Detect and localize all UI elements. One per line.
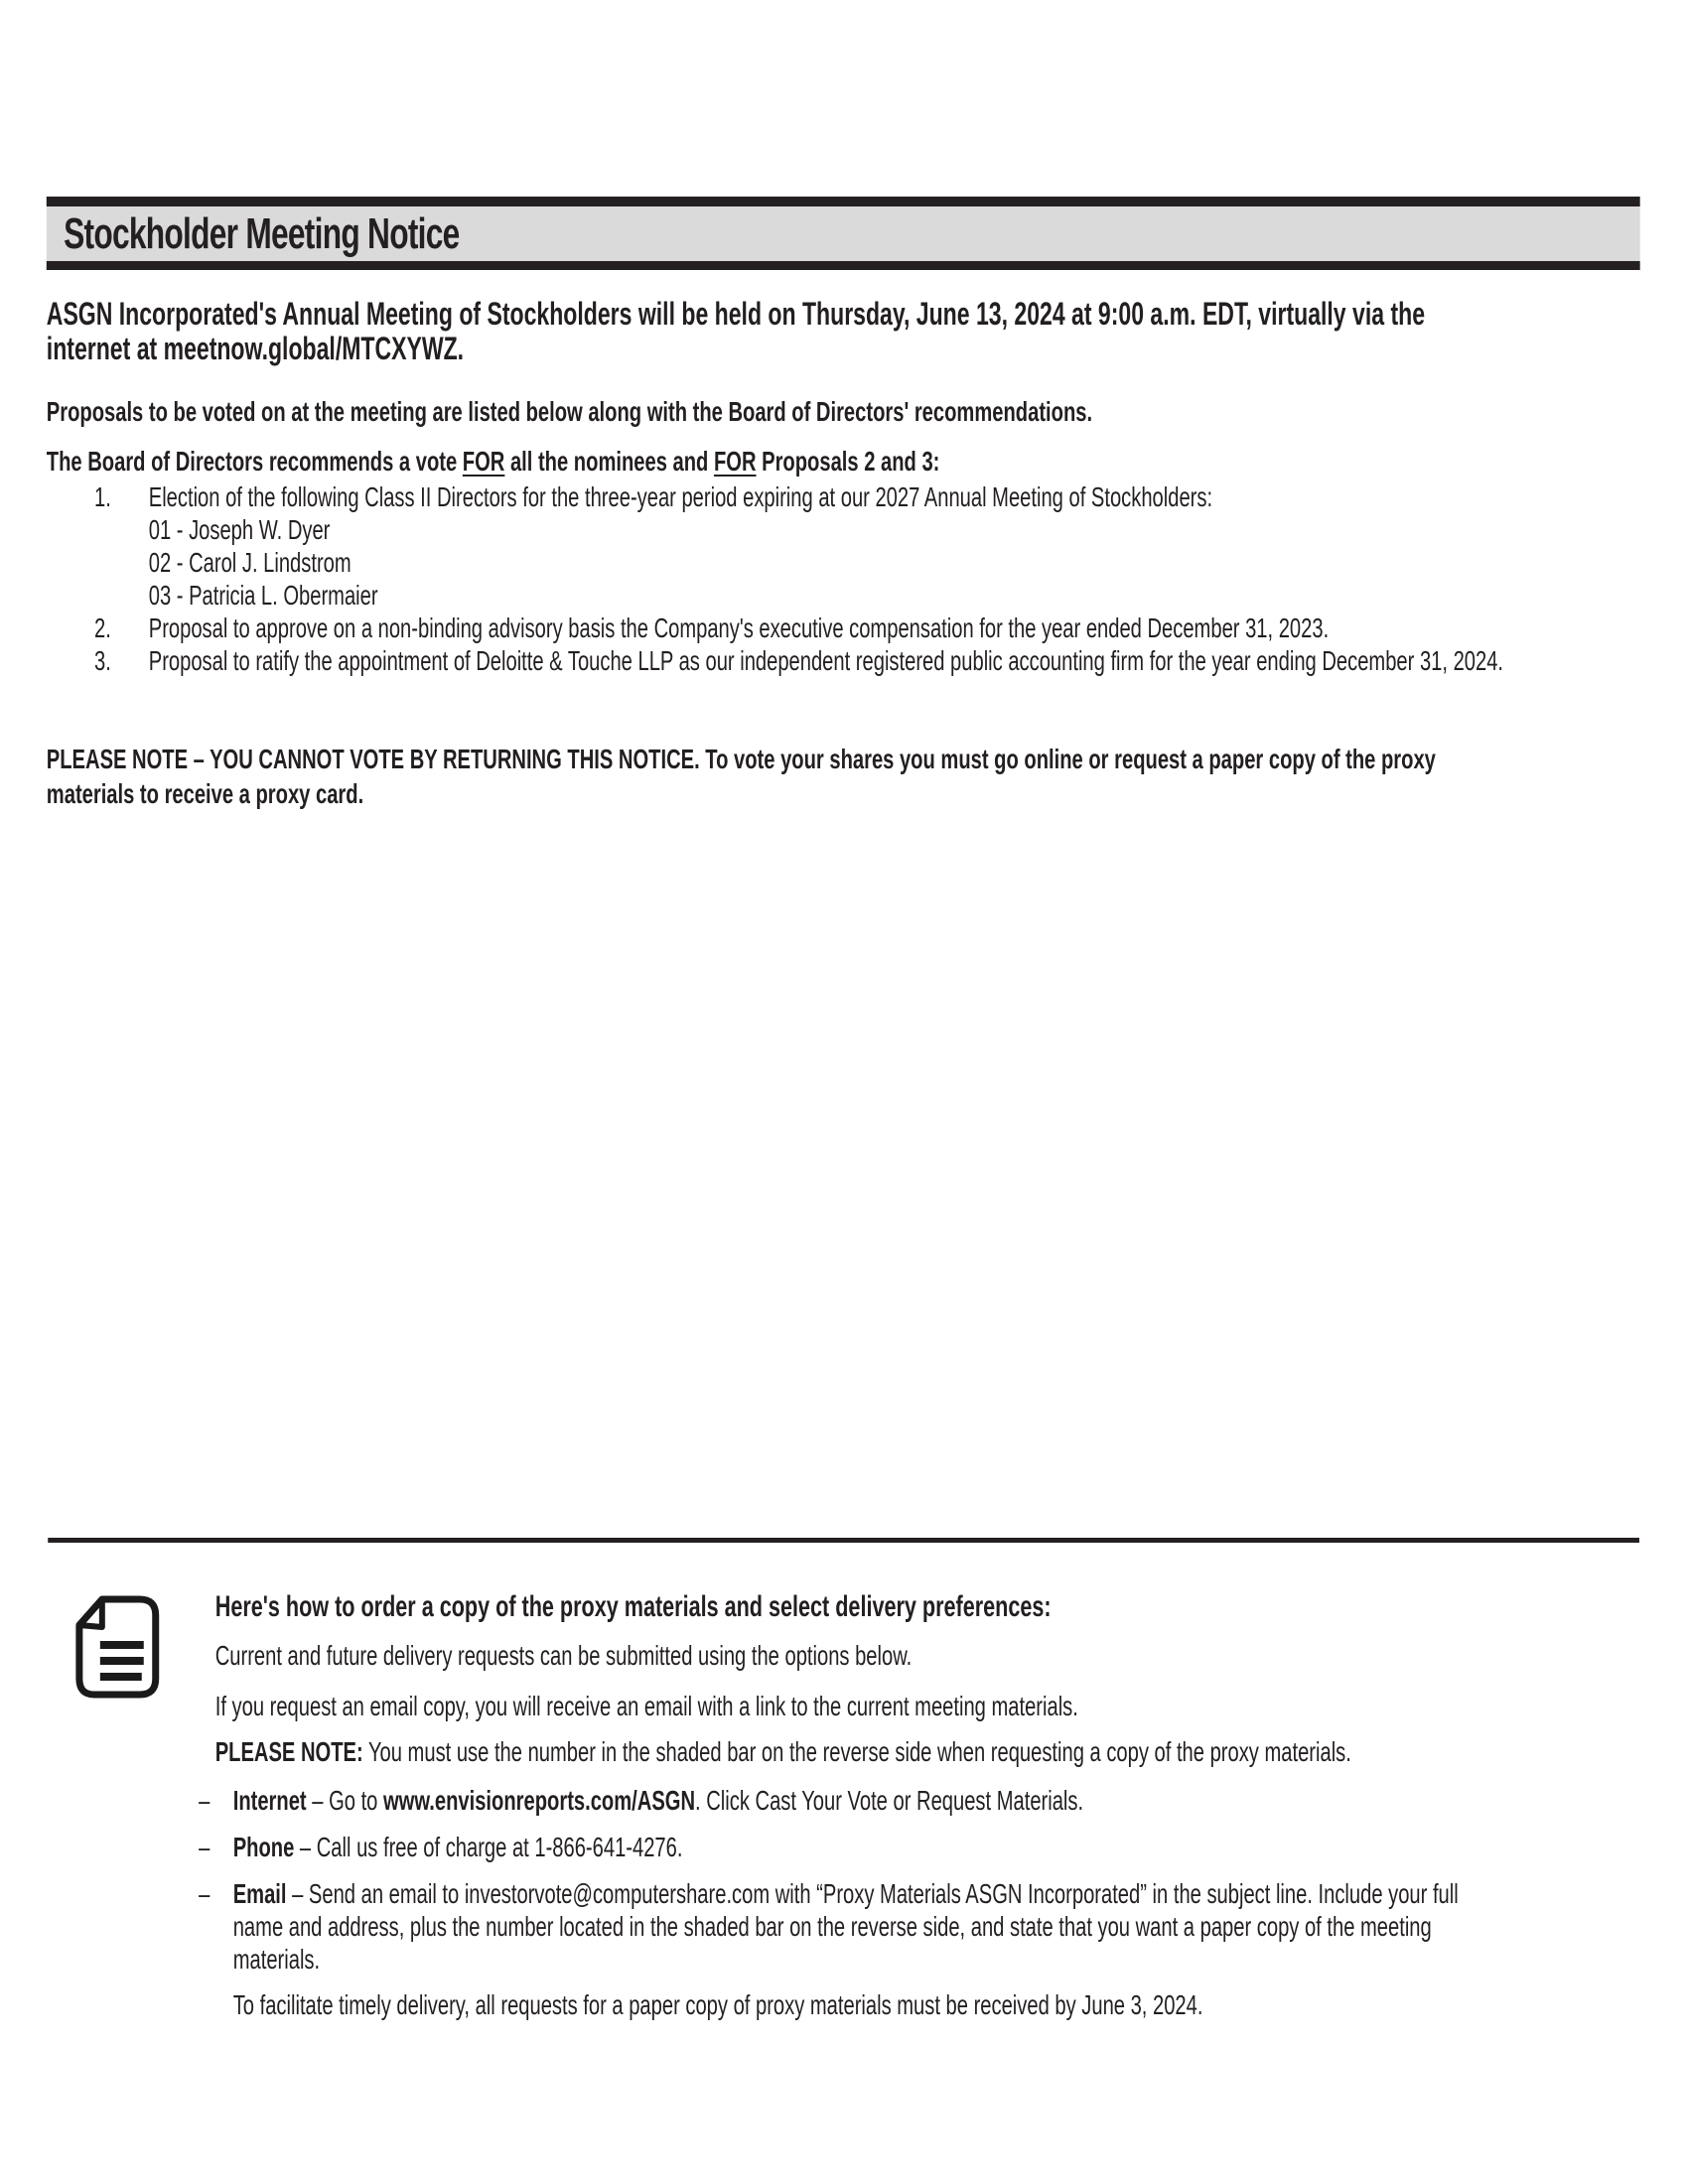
delivery-deadline: To facilitate timely delivery, all requests for a paper copy of proxy materials must be received by June 3, 2024. [232,1989,1203,2020]
proposal-item-election [94,480,1640,612]
header-band [47,206,1640,261]
page-title: Stockholder Meeting Notice [64,209,460,258]
option-dash: – [199,1832,211,1862]
document-icon [74,1595,162,1699]
proposal-list [94,480,1640,677]
delivery-option-email [199,1877,1491,1976]
proposal-number: 1. [94,481,111,512]
cannot-vote-notice: PLEASE NOTE – YOU CANNOT VOTE BY RETURNING THIS NOTICE. To vote your shares you must go online or request a paper copy of the proxy materials to receive a proxy card. [46,744,1436,809]
option-dash: – [199,1785,211,1816]
option-label-internet: Internet [232,1785,307,1816]
nominee-line: 01 - Joseph W. Dyer [148,514,331,545]
proposal-text: Proposal to approve on a non-binding advisory basis the Company's executive compensation for the year ended December 31, 2023. [148,613,1330,643]
recommendation-suffix: Proposals 2 and 3: [756,446,940,477]
delivery-note-text: You must use the number in the shaded bar on the reverse side when requesting a copy of the proxy materials. [362,1736,1351,1767]
meeting-intro: ASGN Incorporated's Annual Meeting of Stockholders will be held on Thursday, June 13, 2024 at 9:00 a.m. EDT, virtually via the internet at meetnow.global/MTCXYWZ. [46,296,1426,366]
proposal-number: 3. [94,645,111,676]
notice-header [47,197,1640,270]
recommendation-prefix: The Board of Directors recommends a vote [46,446,463,477]
option-label-phone: Phone [232,1832,295,1862]
option-text-after: . Click Cast Your Vote or Request Materials. [695,1785,1084,1816]
option-dash: – [199,1878,211,1909]
for-underlined-2: FOR [713,446,757,477]
proposals-intro: Proposals to be voted on at the meeting are listed below along with the Board of Directors' recommendations. [46,396,1093,427]
nominee-line: 02 - Carol J. Lindstrom [148,547,352,578]
header-bottom-rule [47,261,1640,270]
nominee-line: 03 - Patricia L. Obermaier [148,580,378,611]
option-text: – Call us free of charge at 1-866-641-4276. [294,1832,683,1862]
delivery-line-2: If you request an email copy, you will receive an email with a link to the current meeting materials. [214,1691,1078,1721]
option-label-email: Email [232,1878,287,1909]
delivery-note [215,1736,1645,1768]
delivery-heading: Here's how to order a copy of the proxy materials and select delivery preferences: [214,1590,1052,1623]
option-text: – Go to [306,1785,383,1816]
recommendation-middle: all the nominees and [504,446,714,477]
proposal-item-auditor [94,644,1640,677]
delivery-option-phone [199,1831,1491,1863]
proposal-number: 2. [94,613,111,643]
proposal-item-compensation [94,612,1640,644]
option-text: – Send an email to investorvote@computershare.com with “Proxy Materials ASGN Incorporated” in the subject line. Include your full name and address, plus the number located in the shaded bar on the reverse side, and state that you want a paper copy of the meeting materials. [232,1878,1459,1975]
proposal-text: Proposal to ratify the appointment of Deloitte & Touche LLP as our independent registered public accounting firm for the year ending December 31, 2024. [148,645,1504,676]
header-top-rule [47,197,1640,206]
delivery-note-label: PLEASE NOTE: [214,1736,363,1767]
delivery-option-internet [199,1784,1491,1817]
section-divider-rule [48,1538,1639,1543]
board-recommendation [47,446,1619,478]
option-url: www.envisionreports.com/ASGN [382,1785,696,1816]
proposal-text: Election of the following Class II Directors for the three-year period expiring at our 2027 Annual Meeting of Stockholders: [148,481,1213,512]
for-underlined-1: FOR [462,446,505,477]
delivery-line-1: Current and future delivery requests can be submitted using the options below. [214,1640,913,1671]
